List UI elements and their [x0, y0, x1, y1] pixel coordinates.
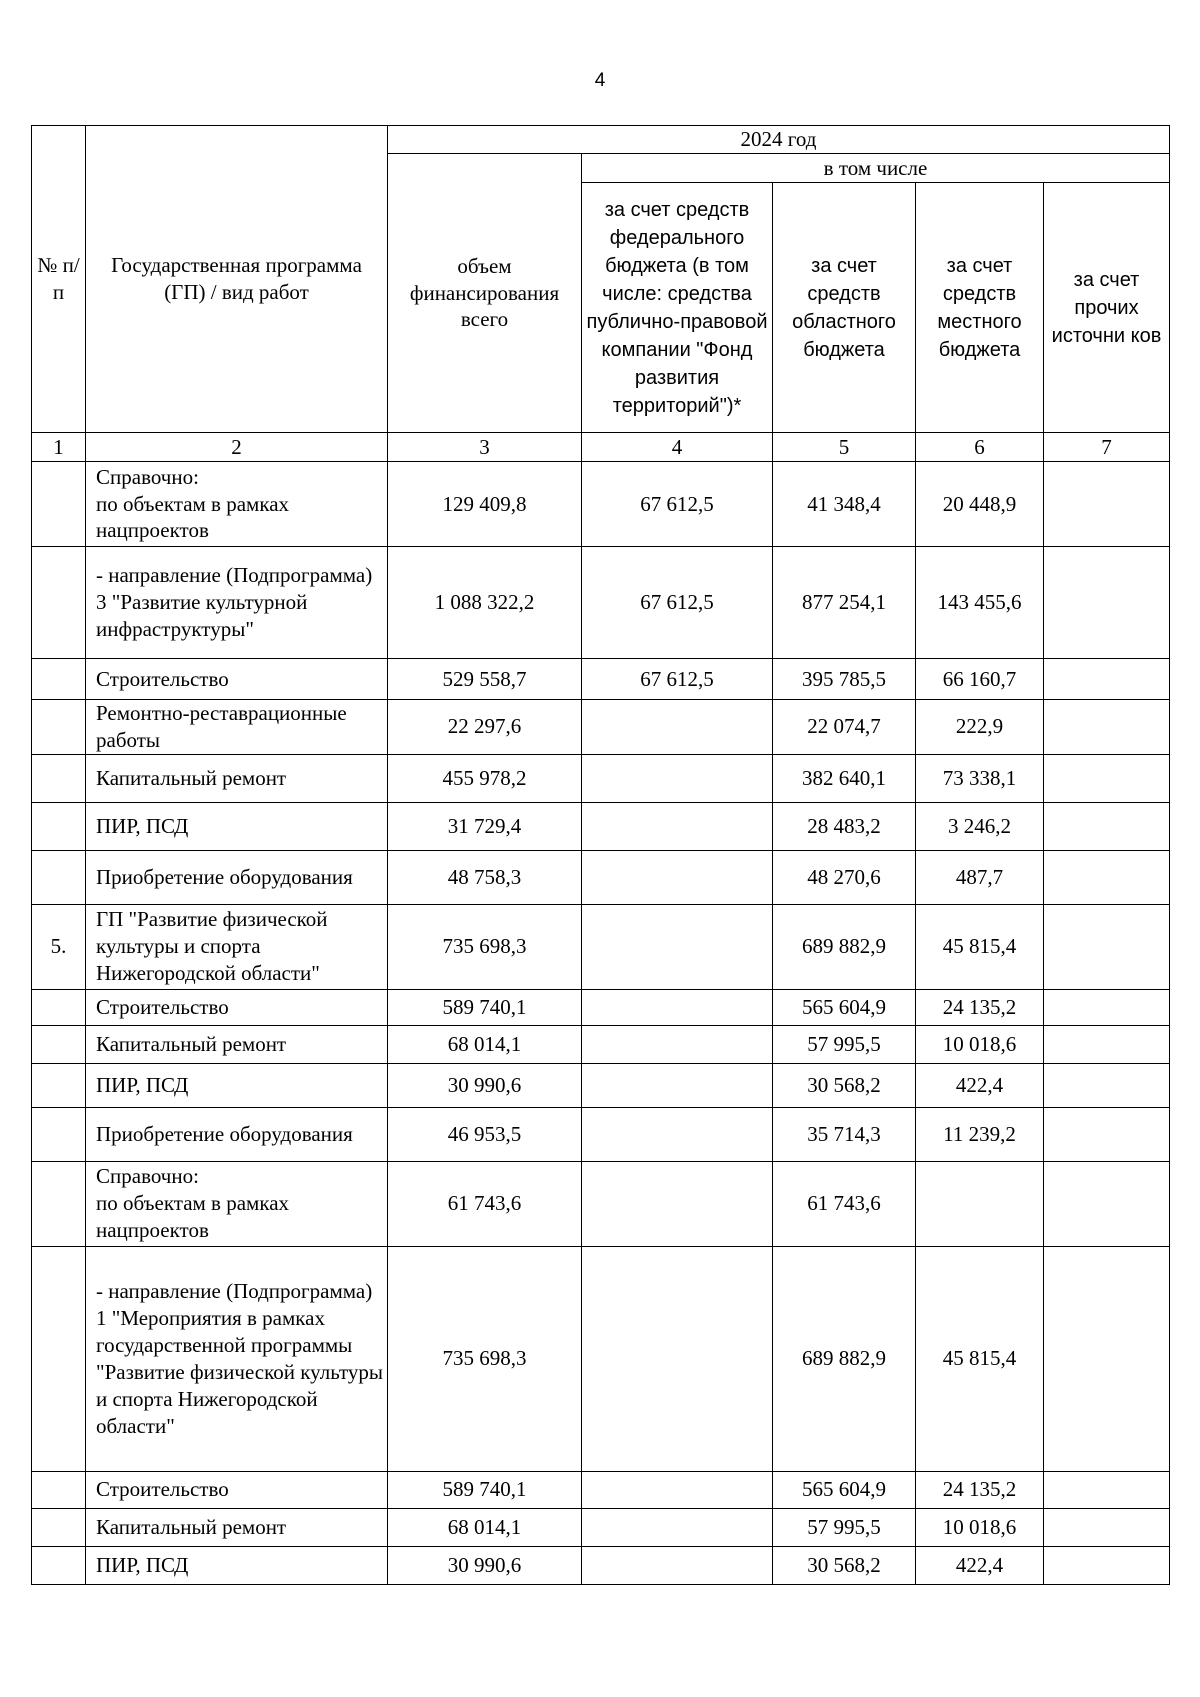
federal-cell: 67 612,5 — [582, 659, 773, 700]
regional-cell: 41 348,4 — [773, 462, 916, 547]
page-number: 4 — [594, 70, 606, 91]
other-cell — [1044, 700, 1170, 755]
federal-cell — [582, 1546, 773, 1584]
regional-cell: 382 640,1 — [773, 754, 916, 802]
row-number — [32, 802, 86, 850]
row-number — [32, 989, 86, 1025]
total-cell: 68 014,1 — [388, 1025, 582, 1063]
row-number — [32, 1546, 86, 1584]
total-cell: 589 740,1 — [388, 989, 582, 1025]
regional-cell: 35 714,3 — [773, 1107, 916, 1161]
local-cell: 10 018,6 — [916, 1508, 1044, 1546]
total-cell: 48 758,3 — [388, 850, 582, 904]
total-cell: 735 698,3 — [388, 904, 582, 989]
local-cell: 73 338,1 — [916, 754, 1044, 802]
row-number — [32, 659, 86, 700]
table-row — [32, 462, 1170, 547]
local-cell: 24 135,2 — [916, 1471, 1044, 1508]
row-name: ГП "Развитие физической культуры и спорта Нижегородской области" — [86, 904, 388, 989]
total-cell: 30 990,6 — [388, 1063, 582, 1107]
row-number — [32, 1246, 86, 1471]
row-name: Капитальный ремонт — [86, 1508, 388, 1546]
row-number — [32, 754, 86, 802]
other-cell — [1044, 850, 1170, 904]
local-cell: 422,4 — [916, 1546, 1044, 1584]
row-name: ПИР, ПСД — [86, 802, 388, 850]
federal-cell — [582, 754, 773, 802]
column-number: 6 — [916, 433, 1044, 462]
regional-cell: 61 743,6 — [773, 1161, 916, 1246]
total-cell: 61 743,6 — [388, 1161, 582, 1246]
local-cell: 20 448,9 — [916, 462, 1044, 547]
other-cell — [1044, 989, 1170, 1025]
local-cell: 3 246,2 — [916, 802, 1044, 850]
regional-cell: 689 882,9 — [773, 1246, 916, 1471]
regional-cell: 395 785,5 — [773, 659, 916, 700]
column-number: 7 — [1044, 433, 1170, 462]
row-number — [32, 462, 86, 547]
financing-table — [31, 125, 1170, 1585]
total-cell: 46 953,5 — [388, 1107, 582, 1161]
column-number: 4 — [582, 433, 773, 462]
row-name: Строительство — [86, 659, 388, 700]
header-no: № п/п — [32, 126, 86, 433]
row-number — [32, 547, 86, 659]
local-cell — [916, 1161, 1044, 1246]
total-cell: 30 990,6 — [388, 1546, 582, 1584]
column-number: 3 — [388, 433, 582, 462]
table-row — [32, 1161, 1170, 1246]
local-cell: 222,9 — [916, 700, 1044, 755]
row-name: Строительство — [86, 1471, 388, 1508]
row-name: Справочно: по объектам в рамках нацпроектов — [86, 462, 388, 547]
federal-cell — [582, 1508, 773, 1546]
federal-cell — [582, 850, 773, 904]
header-year: 2024 год — [388, 126, 1170, 154]
table-row — [32, 1246, 1170, 1471]
row-name: Строительство — [86, 989, 388, 1025]
local-cell: 11 239,2 — [916, 1107, 1044, 1161]
other-cell — [1044, 659, 1170, 700]
other-cell — [1044, 1246, 1170, 1471]
other-cell — [1044, 904, 1170, 989]
table-row — [32, 802, 1170, 850]
row-name: - направление (Подпрограмма) 1 "Мероприятия в рамках государственной программы "Развитие физической культуры и спорта Нижегородской области" — [86, 1246, 388, 1471]
table-row — [32, 754, 1170, 802]
other-cell — [1044, 1025, 1170, 1063]
local-cell: 487,7 — [916, 850, 1044, 904]
other-cell — [1044, 1107, 1170, 1161]
row-name: Капитальный ремонт — [86, 1025, 388, 1063]
federal-cell — [582, 989, 773, 1025]
table-row — [32, 700, 1170, 755]
regional-cell: 565 604,9 — [773, 989, 916, 1025]
header-other: за счет прочих источни ков — [1044, 183, 1170, 433]
federal-cell — [582, 1063, 773, 1107]
row-name: Приобретение оборудования — [86, 1107, 388, 1161]
header-local: за счет средств местного бюджета — [916, 183, 1044, 433]
regional-cell: 22 074,7 — [773, 700, 916, 755]
federal-cell — [582, 700, 773, 755]
row-name: Приобретение оборудования — [86, 850, 388, 904]
table-row — [32, 904, 1170, 989]
row-name: Капитальный ремонт — [86, 754, 388, 802]
total-cell: 735 698,3 — [388, 1246, 582, 1471]
header-including: в том числе — [582, 154, 1170, 183]
local-cell: 10 018,6 — [916, 1025, 1044, 1063]
other-cell — [1044, 547, 1170, 659]
row-number: 5. — [32, 904, 86, 989]
other-cell — [1044, 1063, 1170, 1107]
other-cell — [1044, 1546, 1170, 1584]
table-row — [32, 989, 1170, 1025]
column-number: 1 — [32, 433, 86, 462]
header-total: объем финансирования всего — [388, 154, 582, 433]
local-cell: 24 135,2 — [916, 989, 1044, 1025]
row-name: Ремонтно-реставрационные работы — [86, 700, 388, 755]
federal-cell — [582, 904, 773, 989]
row-name: - направление (Подпрограмма) 3 "Развитие культурной инфраструктуры" — [86, 547, 388, 659]
table-row — [32, 1063, 1170, 1107]
regional-cell: 57 995,5 — [773, 1508, 916, 1546]
regional-cell: 48 270,6 — [773, 850, 916, 904]
table-row — [32, 1508, 1170, 1546]
other-cell — [1044, 462, 1170, 547]
local-cell: 143 455,6 — [916, 547, 1044, 659]
row-number — [32, 700, 86, 755]
table-row — [32, 659, 1170, 700]
federal-cell: 67 612,5 — [582, 547, 773, 659]
total-cell: 455 978,2 — [388, 754, 582, 802]
federal-cell — [582, 1246, 773, 1471]
other-cell — [1044, 802, 1170, 850]
federal-cell: 67 612,5 — [582, 462, 773, 547]
table-row — [32, 1025, 1170, 1063]
row-name: Справочно: по объектам в рамках нацпроектов — [86, 1161, 388, 1246]
row-number — [32, 1161, 86, 1246]
column-number: 5 — [773, 433, 916, 462]
regional-cell: 28 483,2 — [773, 802, 916, 850]
other-cell — [1044, 1161, 1170, 1246]
regional-cell: 30 568,2 — [773, 1546, 916, 1584]
total-cell: 129 409,8 — [388, 462, 582, 547]
row-number — [32, 1025, 86, 1063]
total-cell: 1 088 322,2 — [388, 547, 582, 659]
table-row — [32, 1471, 1170, 1508]
row-number — [32, 850, 86, 904]
header-program: Государственная программа (ГП) / вид работ — [86, 126, 388, 433]
header-regional: за счет средств областного бюджета — [773, 183, 916, 433]
local-cell: 45 815,4 — [916, 1246, 1044, 1471]
row-number — [32, 1508, 86, 1546]
total-cell: 589 740,1 — [388, 1471, 582, 1508]
regional-cell: 30 568,2 — [773, 1063, 916, 1107]
federal-cell — [582, 1107, 773, 1161]
regional-cell: 565 604,9 — [773, 1471, 916, 1508]
other-cell — [1044, 1471, 1170, 1508]
regional-cell: 689 882,9 — [773, 904, 916, 989]
regional-cell: 877 254,1 — [773, 547, 916, 659]
row-number — [32, 1063, 86, 1107]
federal-cell — [582, 802, 773, 850]
total-cell: 68 014,1 — [388, 1508, 582, 1546]
total-cell: 22 297,6 — [388, 700, 582, 755]
row-number — [32, 1107, 86, 1161]
table-row — [32, 547, 1170, 659]
table-row — [32, 1107, 1170, 1161]
federal-cell — [582, 1161, 773, 1246]
local-cell: 66 160,7 — [916, 659, 1044, 700]
local-cell: 45 815,4 — [916, 904, 1044, 989]
row-name: ПИР, ПСД — [86, 1063, 388, 1107]
total-cell: 31 729,4 — [388, 802, 582, 850]
row-number — [32, 1471, 86, 1508]
other-cell — [1044, 754, 1170, 802]
column-number: 2 — [86, 433, 388, 462]
table-row — [32, 1546, 1170, 1584]
federal-cell — [582, 1025, 773, 1063]
federal-cell — [582, 1471, 773, 1508]
local-cell: 422,4 — [916, 1063, 1044, 1107]
regional-cell: 57 995,5 — [773, 1025, 916, 1063]
table-body — [32, 462, 1170, 1585]
total-cell: 529 558,7 — [388, 659, 582, 700]
table-row — [32, 850, 1170, 904]
other-cell — [1044, 1508, 1170, 1546]
row-name: ПИР, ПСД — [86, 1546, 388, 1584]
header-federal: за счет средств федерального бюджета (в том числе: средства публично-правовой компании "Фонд развития территорий")* — [582, 183, 773, 433]
